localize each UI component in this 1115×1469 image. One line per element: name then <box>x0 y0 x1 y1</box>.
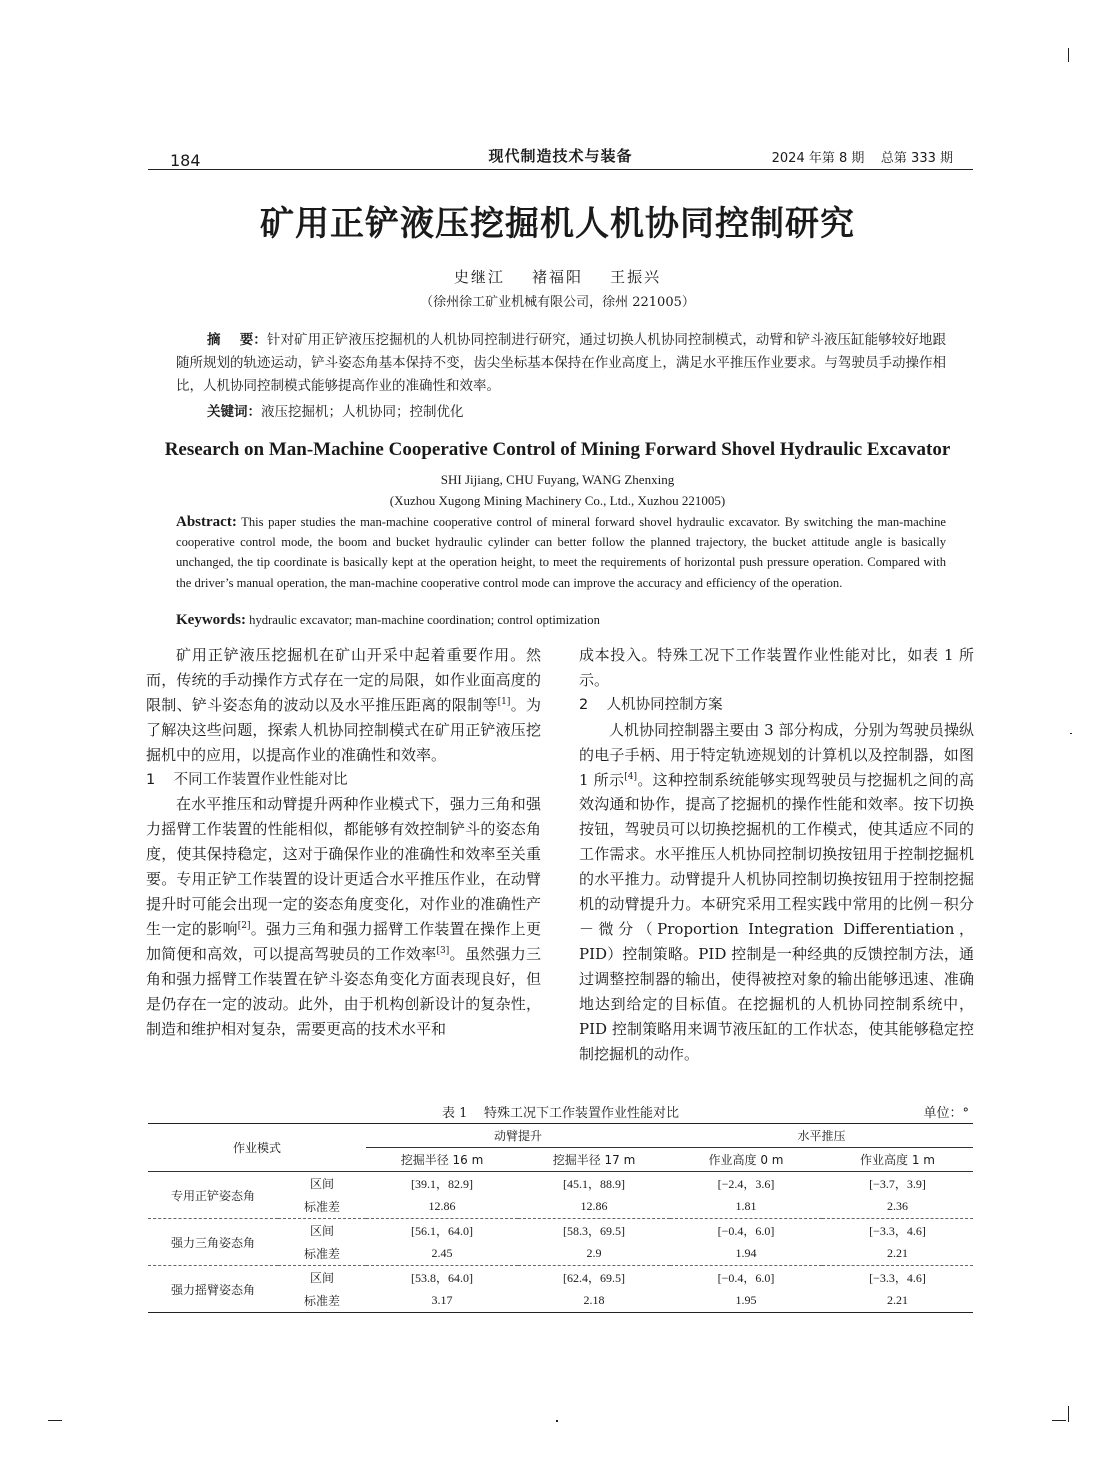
keywords-cn-label: 关键词： <box>207 404 261 420</box>
affiliation-cn: （徐州徐工矿业机械有限公司，徐州 221005） <box>420 295 695 310</box>
table-row <box>148 1172 973 1196</box>
abstract-en-label: Abstract: <box>176 514 237 530</box>
body-column-left <box>146 643 541 1042</box>
table-cell: 1.81 <box>670 1195 822 1219</box>
table-cell: 2.21 <box>822 1242 973 1266</box>
section-1-heading: 1 不同工作装置作业性能对比 <box>146 771 348 788</box>
table-cell: [−3.3，4.6] <box>869 1224 926 1238</box>
table-cell: 2.36 <box>822 1195 973 1219</box>
intro-paragraph <box>146 643 541 768</box>
intro-text: 矿用正铲液压挖掘机在矿山开采中起着重要作用。然而，传统的手动操作方式存在一定的局限，如作业面高度的限制、铲斗姿态角的波动以及水平推压距离的限制等 <box>146 646 541 714</box>
sub-header: 挖掘半径 17 m <box>518 1148 670 1172</box>
table-cell: 1.94 <box>670 1242 822 1266</box>
section-2-text-2: 。这种控制系统能够实现驾驶员与挖掘机之间的高效沟通和协作，提高了挖掘机的操作性能和效率。按下切换按钮，驾驶员可以切换挖掘机的工作模式，使其适应不同的工作需求。水平推压人机协同控制切换按钮用于控制挖掘机的水平推力。动臂提升人机协同控制切换按钮用于控制挖掘机的动臂提升力。本研究采用工程实践中常用的比例－积分－微分（Proportion Integration Differentiation，PID）控制策略。PID 控制是一种经典的反馈控制方法，通过调整控制器的输出，使得被控对象的输出能够迅速、准确地达到给定的目标值。在挖掘机的人机协同控制系统中，PID 控制策略用来调节液压缸的工作状态，使其能够稳定控制挖掘机的动作。 <box>579 770 974 1063</box>
table-cell: 2.45 <box>366 1242 518 1266</box>
page-number: 184 <box>170 151 201 170</box>
table-cell: [39.1，82.9] <box>411 1177 473 1191</box>
row-label: 区间 <box>309 1177 334 1191</box>
table-row <box>148 1219 973 1243</box>
table-cell: 1.95 <box>735 1293 757 1307</box>
citation: [3] <box>436 945 450 956</box>
sub-header: 挖掘半径 16 m <box>366 1148 518 1172</box>
table-cell: [−3.3，4.6] <box>869 1271 926 1285</box>
table-cell: 3.17 <box>431 1293 453 1307</box>
crop-mark <box>1070 733 1072 734</box>
row-label: 区间 <box>309 1271 334 1285</box>
running-header <box>148 143 973 170</box>
table-unit: 单位：° <box>923 1106 969 1121</box>
paper-title-en: Research on Man-Machine Cooperative Control of Mining Forward Shovel Hydraulic Excavator <box>164 439 951 460</box>
crop-mark <box>1068 48 1069 62</box>
row-label: 标准差 <box>278 1242 366 1266</box>
paper-title-cn: 矿用正铲液压挖掘机人机协同控制研究 <box>260 204 855 244</box>
table-cell: 2.18 <box>583 1293 605 1307</box>
abstract-en <box>176 512 946 593</box>
crop-mark <box>1068 1406 1069 1422</box>
crop-mark <box>48 1420 62 1421</box>
crop-mark <box>1052 1420 1066 1421</box>
performance-table <box>148 1123 973 1313</box>
sub-header: 作业高度 0 m <box>670 1148 822 1172</box>
issue-info: 2024 年第 8 期 总第 333 期 <box>771 151 953 166</box>
citation: [2] <box>237 920 251 931</box>
table-cell: 12.86 <box>518 1195 670 1219</box>
table-cell: [53.8，64.0] <box>411 1271 473 1285</box>
keywords-en-text: hydraulic excavator; man-machine coordination; control optimization <box>246 613 600 627</box>
section-1-text-3: 。虽然强力三角和强力摇臂工作装置在铲斗姿态角变化方面表现良好，但是仍存在一定的波动。此外，由于机构创新设计的复杂性，制造和维护相对复杂，需要更高的技术水平和 <box>146 944 541 1038</box>
table-cell: [45.1，88.9] <box>563 1177 625 1191</box>
abstract-cn <box>176 329 946 398</box>
intro-text-2: 。为了解决这些问题，探索人机协同控制模式在矿用正铲液压挖掘机中的应用，以提高作业的准确性和效率。 <box>146 695 541 764</box>
row-name: 强力摇臂姿态角 <box>170 1282 255 1297</box>
header-mode: 作业模式 <box>148 1124 366 1172</box>
keywords-cn <box>207 400 464 420</box>
row-name: 专用正铲姿态角 <box>148 1172 278 1219</box>
row-label: 标准差 <box>303 1294 340 1308</box>
table-cell: [−0.4，6.0] <box>717 1271 775 1285</box>
table-cell: [−2.4，3.6] <box>717 1177 775 1191</box>
section-1-continuation: 成本投入。特殊工况下工作装置作业性能对比，如表 1 所示。 <box>579 646 974 689</box>
citation: [4] <box>624 771 638 782</box>
affiliation-en: (Xuzhou Xugong Mining Machinery Co., Ltd., Xuzhou 221005) <box>389 493 726 508</box>
abstract-cn-text: 针对矿用正铲液压挖掘机的人机协同控制进行研究，通过切换人机协同控制模式，动臂和铲斗液压缸能够较好地跟随所规划的轨迹运动，铲斗姿态角基本保持不变，齿尖坐标基本保持在作业高度上，满足水平推压作业要求。与驾驶员手动操作相比，人机协同控制模式能够提高作业的准确性和效率。 <box>176 332 946 394</box>
row-label: 标准差 <box>278 1195 366 1219</box>
table-cell: 2.21 <box>887 1293 908 1307</box>
table-cell: [56.1，64.0] <box>411 1224 473 1238</box>
header-group-push: 水平推压 <box>670 1124 973 1148</box>
keywords-en-label: Keywords: <box>176 612 246 628</box>
header-group-boom: 动臂提升 <box>366 1124 670 1148</box>
table-cell: [−0.4，6.0] <box>717 1224 775 1238</box>
section-1-text-2: 。强力三角和强力摇臂工作装置在操作上更加简便和高效，可以提高驾驶员的工作效率 <box>146 919 541 963</box>
table-caption: 表 1 特殊工况下工作装置作业性能对比 <box>442 1106 679 1121</box>
abstract-cn-label: 摘 要： <box>207 332 267 348</box>
section-2-paragraph <box>579 718 974 1067</box>
journal-name: 现代制造技术与装备 <box>488 147 633 165</box>
table-cell: 2.9 <box>518 1242 670 1266</box>
authors-en: SHI Jijiang, CHU Fuyang, WANG Zhenxing <box>440 472 675 487</box>
table-row <box>148 1266 973 1290</box>
section-2-text: 人机协同控制器主要由 3 部分构成，分别为驾驶员操纵的电子手柄、用于特定轨迹规划的计算机以及控制器，如图 1 所示 <box>579 720 974 789</box>
keywords-en <box>176 612 600 629</box>
section-2-heading: 2 人机协同控制方案 <box>579 696 723 713</box>
keywords-cn-text: 液压挖掘机；人机协同；控制优化 <box>261 404 464 420</box>
body-column-right <box>579 643 974 1066</box>
sub-header: 作业高度 1 m <box>822 1148 973 1172</box>
row-name: 强力三角姿态角 <box>148 1219 278 1266</box>
citation: [1] <box>497 696 511 707</box>
crop-mark <box>556 1420 558 1422</box>
table-cell: [62.4，69.5] <box>563 1271 625 1285</box>
abstract-en-text: This paper studies the man-machine cooperative control of mineral forward shovel hydraulic excavator. By switching the man-machine cooperative control mode, the boom and bucket hydraulic cylinder can better follow the planned trajectory, the bucket attitude angle is basically unchanged, the tip coordinate is basically kept at the operation height, to meet the requirements of horizontal push pressure operation. Compared with the driver’s manual operation, the man-machine cooperative control mode can improve the accuracy and efficiency of the operation. <box>176 515 946 590</box>
section-1-paragraph <box>146 792 541 1041</box>
authors-cn: 史继江 褚福阳 王振兴 <box>453 268 662 286</box>
table-cell: 12.86 <box>366 1195 518 1219</box>
table-cell: [58.3，69.5] <box>563 1224 625 1238</box>
table-cell: [−3.7，3.9] <box>869 1177 926 1191</box>
section-1-text: 在水平推压和动臂提升两种作业模式下，强力三角和强力摇臂工作装置的性能相似，都能够有效控制铲斗的姿态角度，使其保持稳定，这对于确保作业的准确性和效率至关重要。专用正铲工作装置的设计更适合水平推压作业，在动臂提升时可能会出现一定的姿态角度变化，对作业的准确性产生一定的影响 <box>146 795 541 938</box>
row-label: 区间 <box>309 1224 334 1238</box>
